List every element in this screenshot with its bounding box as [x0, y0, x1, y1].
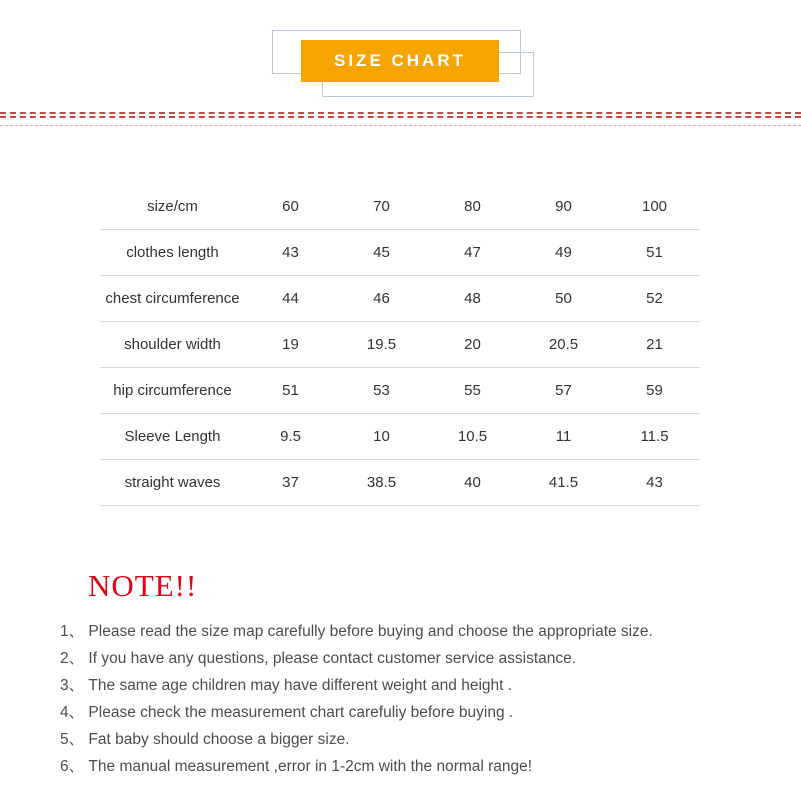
note-item: 1、 Please read the size map carefully before buying and choose the appropriate size. [60, 623, 653, 640]
note-title: NOTE!! [88, 568, 198, 603]
note-item: 5、 Fat baby should choose a bigger size. [60, 731, 350, 748]
table-cell: 52 [646, 290, 663, 307]
note-section [60, 568, 760, 780]
table-cell: 43 [282, 244, 299, 261]
banner-section [0, 0, 801, 110]
size-chart-banner [301, 40, 499, 82]
divider-line [0, 116, 801, 118]
table-cell: 20.5 [548, 336, 579, 353]
table-cell: 11.5 [640, 428, 669, 445]
note-item: 3、 The same age children may have different weight and height . [60, 677, 513, 694]
note-item: 6、 The manual measurement ,error in 1-2cm with the normal range! [60, 758, 533, 775]
row-label: clothes length [126, 244, 219, 261]
table-cell: 70 [373, 198, 390, 215]
table-cell: 51 [282, 382, 299, 399]
table-cell: 21 [646, 336, 663, 353]
table-row [100, 230, 700, 276]
table-cell: 80 [464, 198, 481, 215]
dashed-divider [0, 112, 801, 126]
table-cell: 37 [282, 474, 299, 491]
table-cell: 100 [641, 198, 668, 215]
table-cell: 50 [555, 290, 572, 307]
table-row [100, 184, 700, 230]
table-cell: 48 [464, 290, 481, 307]
table-cell: 47 [464, 244, 481, 261]
table-cell: 38.5 [366, 474, 397, 491]
table-cell: 10 [373, 428, 390, 445]
table-row [100, 276, 700, 322]
table-cell: 57 [555, 382, 572, 399]
table-cell: 90 [555, 198, 572, 215]
table-row [100, 322, 700, 368]
table-cell: 59 [646, 382, 663, 399]
note-item: 2、 If you have any questions, please contact customer service assistance. [60, 650, 577, 667]
table-cell: 49 [555, 244, 572, 261]
row-label: hip circumference [113, 382, 232, 399]
table-cell: 43 [646, 474, 663, 491]
row-label: straight waves [124, 474, 221, 491]
size-table [100, 184, 700, 506]
page-title: SIZE CHART [334, 51, 466, 70]
row-label: Sleeve Length [124, 428, 221, 445]
table-row [100, 460, 700, 506]
row-label: shoulder width [124, 336, 221, 353]
table-cell: 53 [373, 382, 390, 399]
table-cell: 40 [464, 474, 481, 491]
table-cell: 51 [646, 244, 663, 261]
table-cell: 45 [373, 244, 390, 261]
table-cell: 60 [282, 198, 299, 215]
divider-line [0, 125, 801, 126]
table-cell: 19 [282, 336, 299, 353]
table-row [100, 414, 700, 460]
table-cell: 10.5 [457, 428, 488, 445]
table-cell: 19.5 [366, 336, 397, 353]
row-label: size/cm [147, 198, 198, 215]
row-label: chest circumference [105, 290, 240, 307]
note-item: 4、 Please check the measurement chart carefuliy before buying . [60, 704, 514, 721]
note-list [60, 618, 760, 780]
table-cell: 9.5 [280, 428, 301, 445]
table-cell: 11 [555, 428, 572, 445]
divider-line [0, 112, 801, 114]
table-cell: 20 [464, 336, 481, 353]
table-cell: 46 [373, 290, 390, 307]
table-cell: 44 [282, 290, 299, 307]
table-cell: 41.5 [548, 474, 579, 491]
table-cell: 55 [464, 382, 481, 399]
table-row [100, 368, 700, 414]
